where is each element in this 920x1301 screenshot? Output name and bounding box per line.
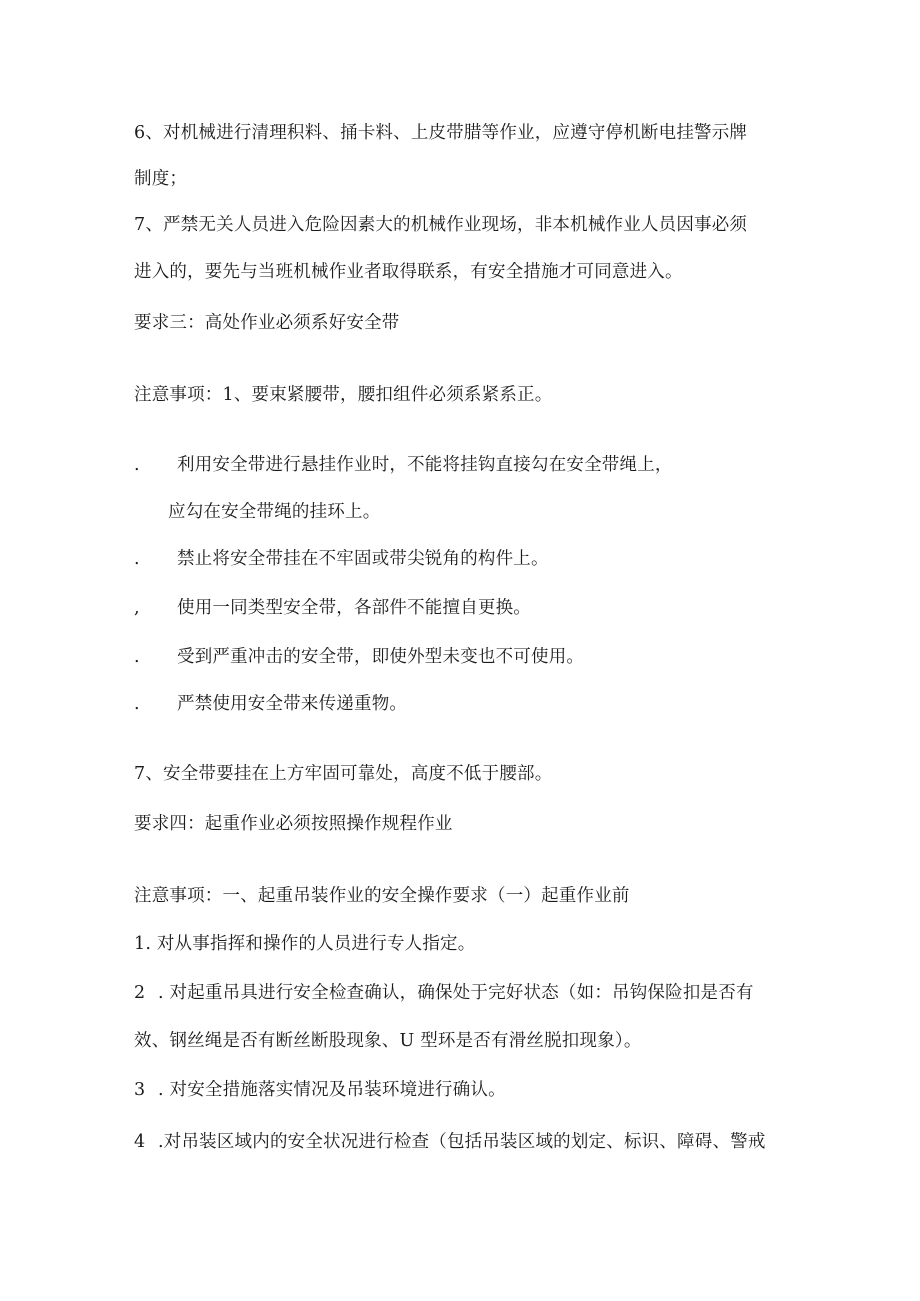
- text-line: 6、对机械进行清理积料、捅卡料、上皮带腊等作业，应遵守停机断电挂警示牌: [134, 123, 748, 143]
- list-item: [134, 596, 531, 620]
- section-heading: 要求三：高处作业必须系好安全带: [134, 313, 400, 333]
- text-line: 制度；: [134, 169, 188, 189]
- bullet-mark: .: [134, 455, 140, 475]
- bullet-mark: .: [134, 549, 140, 569]
- list-item: [134, 692, 407, 716]
- numbered-item-text: . 对起重吊具进行安全检查确认，确保处于完好状态（如：吊钩保险扣是否有: [158, 983, 754, 1003]
- item-number: 4: [134, 1132, 146, 1152]
- item-number: 2: [134, 983, 146, 1003]
- numbered-item-text: . 对安全措施落实情况及吊装环境进行确认。: [158, 1080, 506, 1100]
- text-line: 应勾在安全带绳的挂环上。: [168, 502, 381, 522]
- list-item-text: 受到严重冲击的安全带，即使外型未变也不可使用。: [177, 647, 585, 667]
- list-item-text: 利用安全带进行悬挂作业时，不能将挂钩直接勾在安全带绳上，: [177, 455, 673, 475]
- list-item: [134, 547, 549, 571]
- text-line: 效、钢丝绳是否有断丝断股现象、U 型环是否有滑丝脱扣现象）。: [134, 1031, 642, 1051]
- numbered-item-text: .对吊装区域内的安全状况进行检查（包括吊装区域的划定、标识、障碍、警戒: [158, 1132, 766, 1152]
- bullet-mark: ,: [134, 598, 140, 618]
- bullet-mark: .: [134, 694, 140, 714]
- numbered-item: [134, 1130, 766, 1154]
- list-item-text: 禁止将安全带挂在不牢固或带尖锐角的构件上。: [177, 549, 549, 569]
- text-line: 7、安全带要挂在上方牢固可靠处，高度不低于腰部。: [134, 764, 553, 784]
- text-line: 1. 对从事指挥和操作的人员进行专人指定。: [134, 934, 476, 954]
- numbered-item: [134, 1078, 506, 1102]
- section-heading: 要求四：起重作业必须按照操作规程作业: [134, 814, 453, 834]
- list-item-text: 严禁使用安全带来传递重物。: [177, 694, 408, 714]
- notice-line: 注意事项：一、起重吊装作业的安全操作要求（一）起重作业前: [134, 886, 630, 906]
- list-item-text: 使用一同类型安全带，各部件不能擅自更换。: [177, 598, 531, 618]
- item-number: 3: [134, 1080, 146, 1100]
- bullet-mark: .: [134, 647, 140, 667]
- numbered-item: [134, 981, 754, 1005]
- notice-line: 注意事项：1、要束紧腰带，腰扣组件必须系紧系正。: [134, 385, 553, 405]
- list-item: [134, 453, 673, 477]
- list-item: [134, 645, 584, 669]
- text-line: 进入的，要先与当班机械作业者取得联系，有安全措施才可同意进入。: [134, 262, 683, 282]
- text-line: 7、严禁无关人员进入危险因素大的机械作业现场，非本机械作业人员因事必须: [134, 215, 748, 235]
